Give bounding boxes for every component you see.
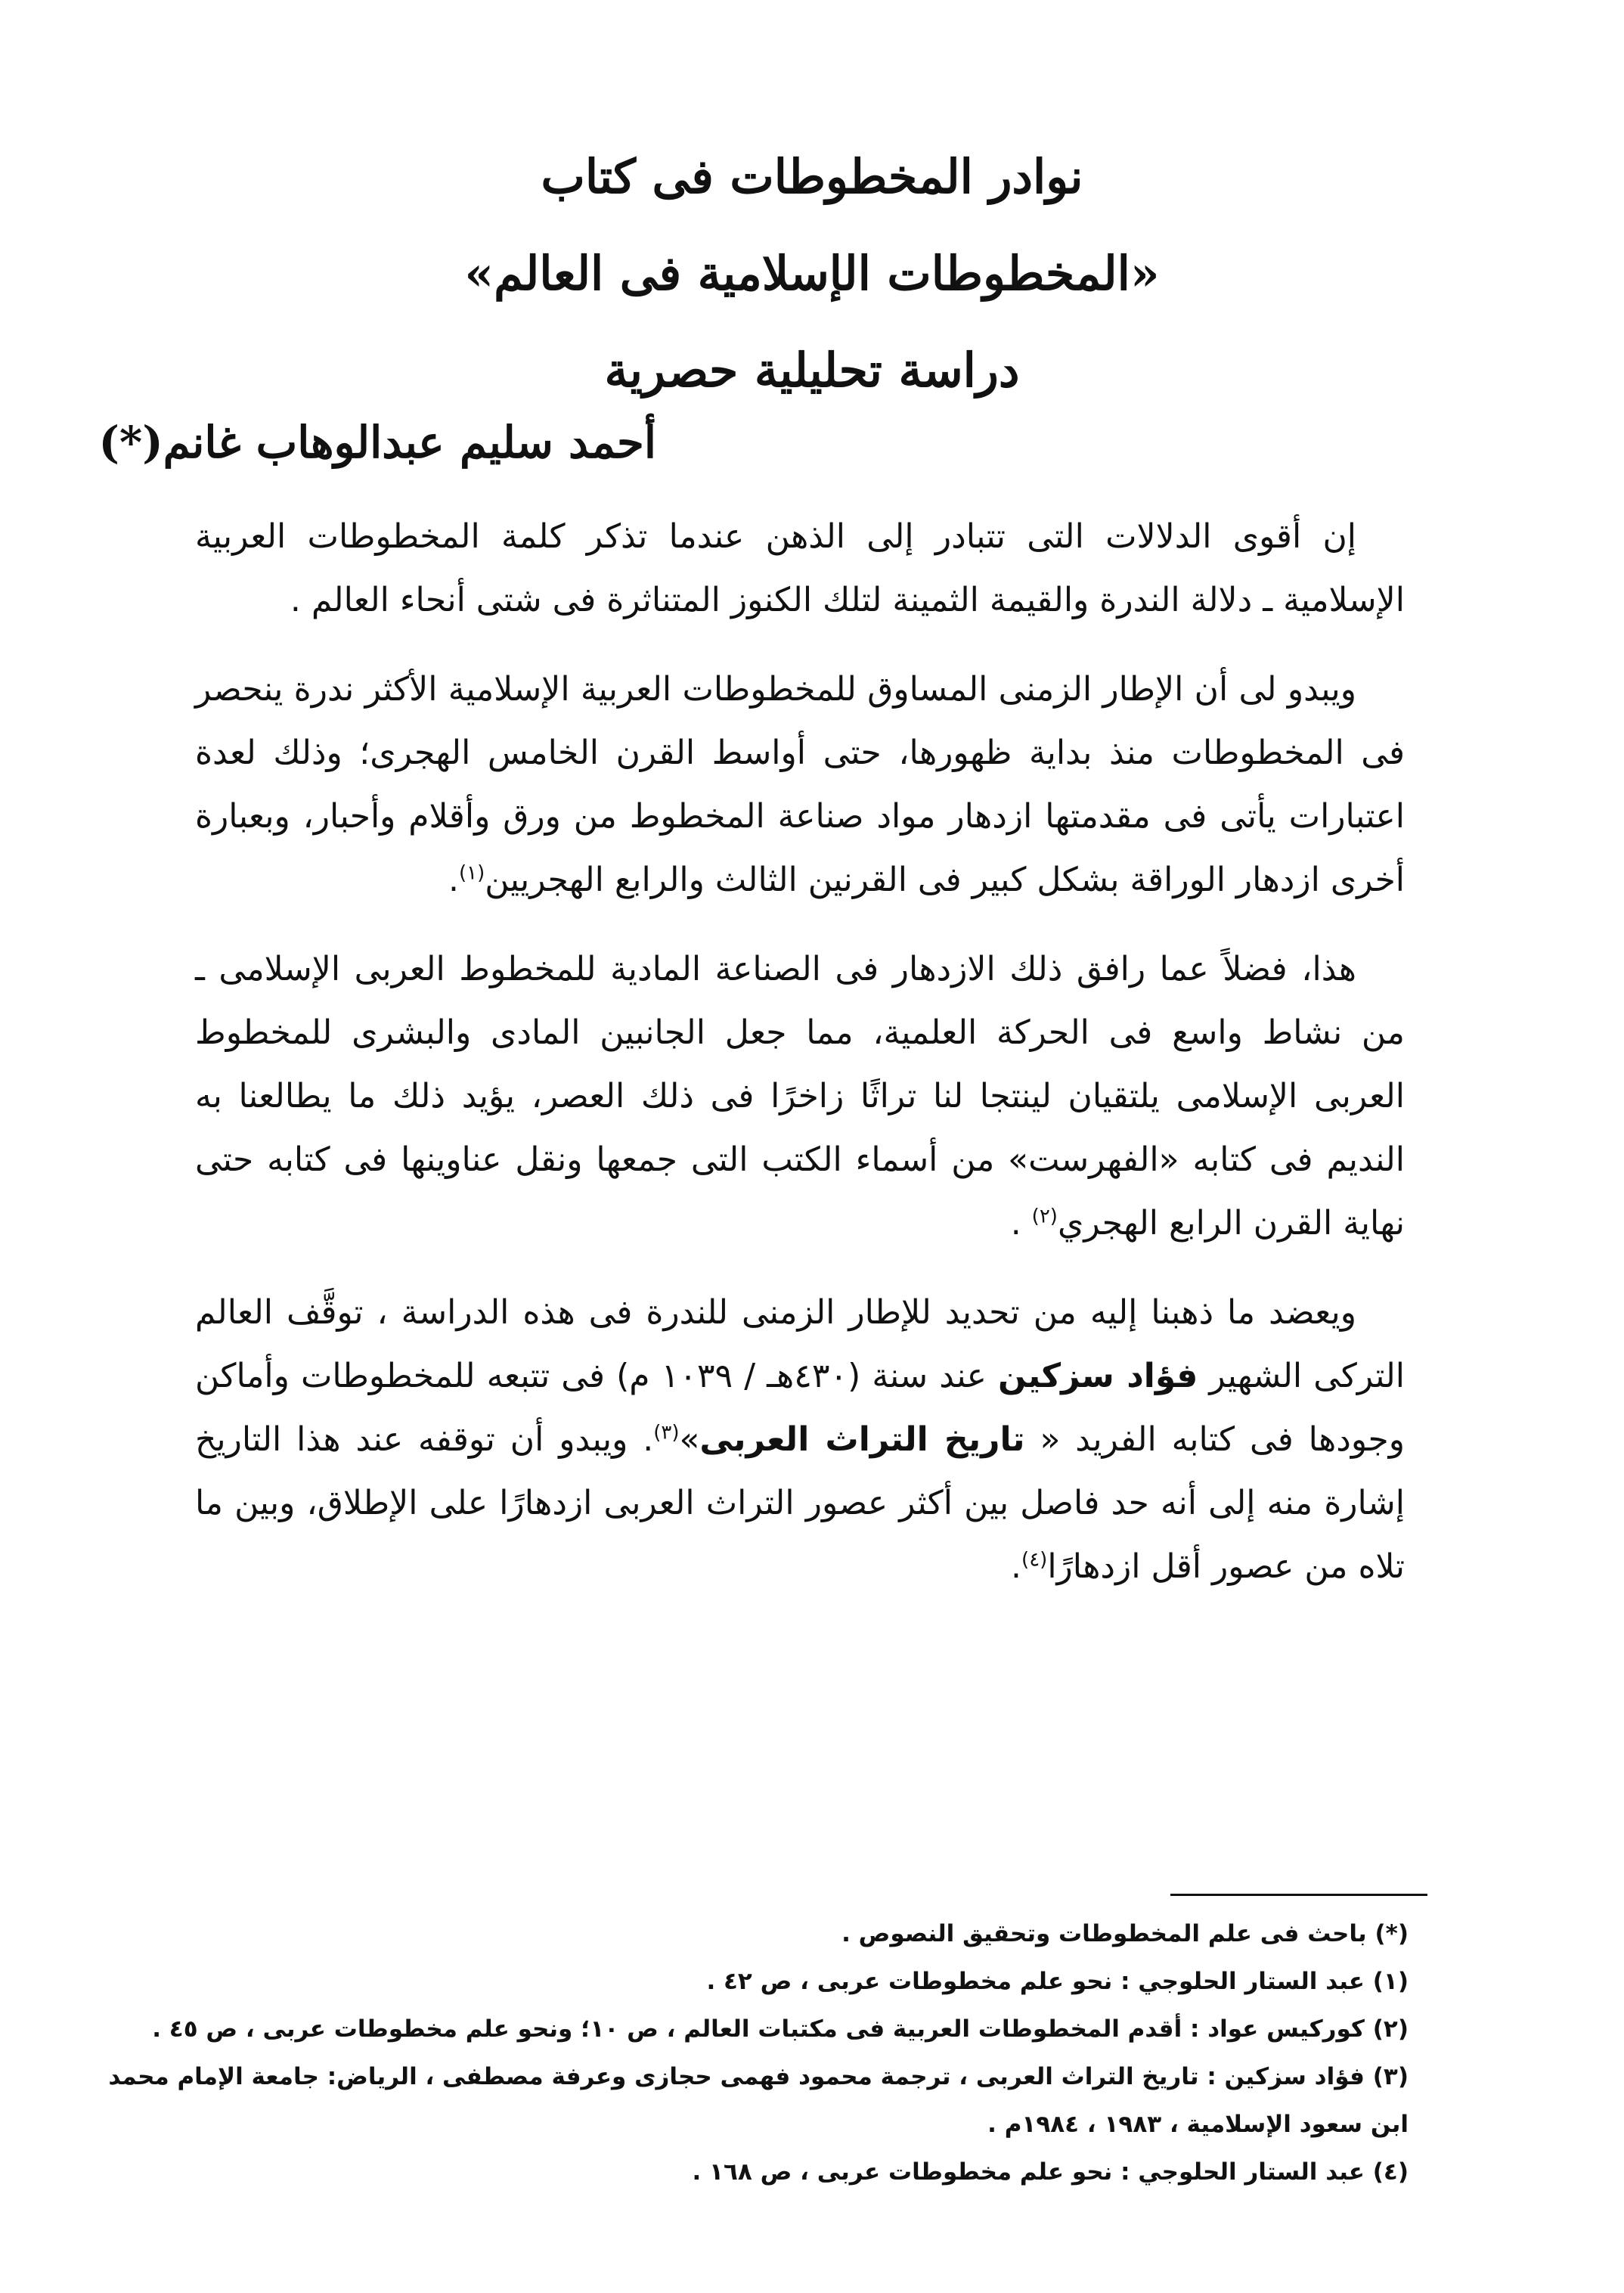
paragraph-1 xyxy=(195,505,1405,632)
paragraph-4-text-a: ويعضد ما ذهبنا إليه من تحديد للإطار الزمنى للندرة فى هذه الدراسة ، توقَّف العالم التركى الشهير xyxy=(195,1293,1406,1395)
paragraph-2-end: . xyxy=(448,861,459,899)
paragraph-4-end: . xyxy=(1011,1547,1022,1586)
article-title xyxy=(227,129,1397,419)
paragraph-4-text-d: . ويبدو أن توقفه عند هذا التاريخ إشارة منه إلى أنه حد فاصل بين أكثر عصور التراث العربى ازدهارًا على الإطلاق، وبين ما تلاه من عصور أقل ازدهارًا xyxy=(195,1420,1405,1586)
paragraph-4-text-c: » xyxy=(679,1420,700,1459)
footnote-ref-3: (٣) xyxy=(653,1421,680,1444)
title-line-3: دراسة تحليلية حصرية xyxy=(604,343,1020,398)
footnote-ref-2: (٢) xyxy=(1031,1205,1058,1228)
footnote-3-line-1: (٣) فؤاد سزكين : تاريخ التراث العربى ، ترجمة محمود فهمى حجازى وعرفة مصطفى ، الرياض: جامعة الإمام محمد xyxy=(108,2063,1409,2090)
paragraph-4-text-b: عند سنة (٤٣٠هـ / ١٠٣٩ م) فى تتبعه للمخطوطات وأماكن وجودها فى كتابه الفريد « xyxy=(195,1357,1406,1459)
title-line-1: نوادر المخطوطات فى كتاب xyxy=(541,149,1083,204)
title-line-2: «المخطوطات الإسلامية فى العالم» xyxy=(464,246,1160,301)
footnote-4: (٤) عبد الستار الحلوجي : نحو علم مخطوطات عربى ، ص ١٦٨ . xyxy=(692,2158,1409,2186)
footnote-ref-1: (١) xyxy=(458,861,485,885)
article-body xyxy=(195,505,1405,1624)
paragraph-3 xyxy=(195,938,1405,1255)
scholar-name: فؤاد سزكين xyxy=(998,1357,1198,1395)
footnotes xyxy=(108,1910,1409,2196)
footnote-1: (١) عبد الستار الحلوجي : نحو علم مخطوطات عربى ، ص ٤٢ . xyxy=(706,1968,1409,1995)
author-name: أحمد سليم عبدالوهاب غانم(*) xyxy=(98,417,656,468)
book-title: تاريخ التراث العربى xyxy=(699,1420,1025,1459)
paragraph-2-text: ويبدو لى أن الإطار الزمنى المساوق للمخطوطات العربية الإسلامية الأكثر ندرة ينحصر فى المخطوطات منذ بداية ظهورها، حتى أواسط القرن الخامس الهجرى؛ وذلك لعدة اعتبارات يأتى فى مقدمتها ازدهار مواد صناعة المخطوط من ورق وأقلام وأحبار، وبعبارة أخرى ازدهار الوراقة بشكل كبير فى القرنين الثالث والرابع الهجريين xyxy=(195,670,1405,899)
footnote-star: (*) باحث فى علم المخطوطات وتحقيق النصوص . xyxy=(841,1920,1409,1947)
paragraph-2 xyxy=(195,658,1405,912)
footnote-3-line-2: ابن سعود الإسلامية ، ١٩٨٣ ، ١٩٨٤م . xyxy=(987,2111,1409,2138)
paragraph-3-text: هذا، فضلاً عما رافق ذلك الازدهار فى الصناعة المادية للمخطوط العربى الإسلامى ـ من نشاط واسع فى الحركة العلمية، مما جعل الجانبين المادى والبشرى للمخطوط العربى الإسلامى يلتقيان لينتجا لنا تراثًا زاخرًا فى ذلك العصر، يؤيد ذلك ما يطالعنا به النديم فى كتابه «الفهرست» من أسماء الكتب التى جمعها ونقل عناوينها فى كتابه حتى نهاية القرن الرابع الهجري xyxy=(195,950,1405,1243)
paragraph-4 xyxy=(195,1281,1405,1599)
footnote-ref-4: (٤) xyxy=(1021,1548,1048,1572)
paragraph-1-text: إن أقوى الدلالات التى تتبادر إلى الذهن عندما تذكر كلمة المخطوطات العربية الإسلامية ـ دلالة الندرة والقيمة الثمينة لتلك الكنوز المتناثرة فى شتى أنحاء العالم . xyxy=(195,517,1405,619)
footnote-separator xyxy=(1170,1894,1427,1896)
footnote-2: (٢) كوركيس عواد : أقدم المخطوطات العربية فى مكتبات العالم ، ص ١٠؛ ونحو علم مخطوطات عربى ، ص ٤٥ . xyxy=(152,2015,1409,2043)
paragraph-3-end: . xyxy=(1010,1204,1032,1243)
